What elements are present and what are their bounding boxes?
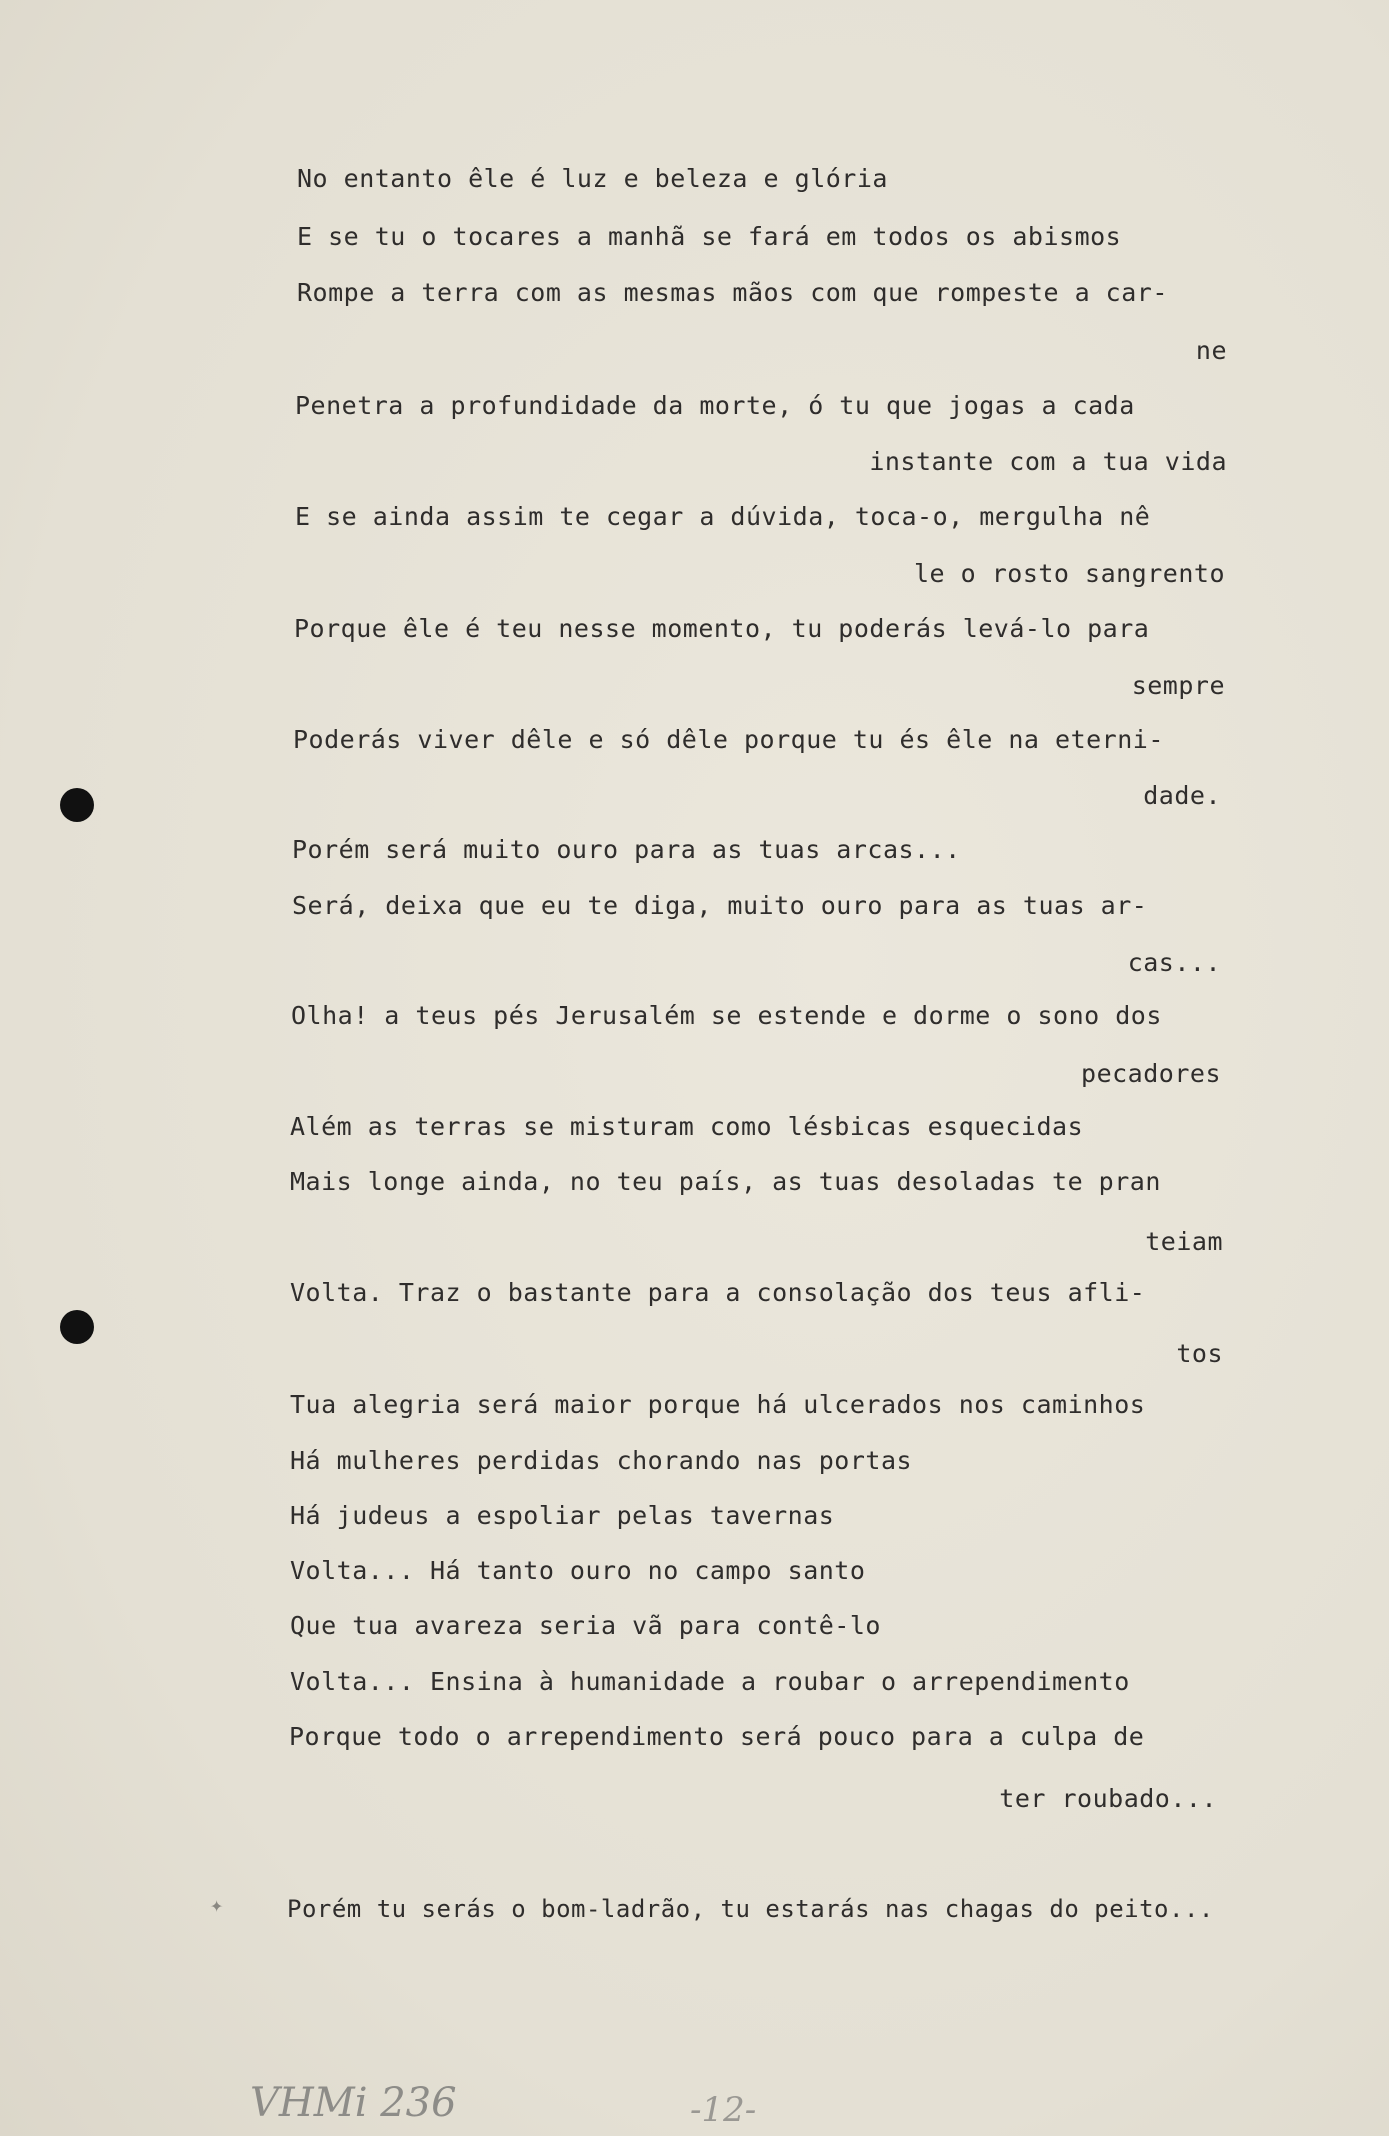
text-line: pecadores — [1081, 1059, 1221, 1088]
text-line: Rompe a terra com as mesmas mãos com que rompeste a car- — [297, 278, 1168, 307]
text-line: E se tu o tocares a manhã se fará em todos os abismos — [297, 222, 1122, 251]
text-line: dade. — [1143, 781, 1221, 810]
page-number: -12- — [690, 2090, 757, 2130]
text-line: tos — [1176, 1339, 1223, 1368]
text-line: Há mulheres perdidas chorando nas portas — [290, 1446, 913, 1475]
text-line: Será, deixa que eu te diga, muito ouro para as tuas ar- — [292, 891, 1148, 920]
text-line: Além as terras se misturam como lésbicas esquecidas — [290, 1112, 1084, 1141]
text-line: Que tua avareza seria vã para contê-lo — [290, 1611, 881, 1640]
punch-hole-top — [60, 788, 94, 822]
text-line: le o rosto sangrento — [913, 559, 1225, 588]
text-line: teiam — [1145, 1227, 1223, 1256]
text-line: Porque todo o arrependimento será pouco para a culpa de — [289, 1722, 1145, 1751]
text-line: E se ainda assim te cegar a dúvida, toca-o, mergulha nê — [295, 502, 1151, 531]
margin-mark: ✦ — [210, 1893, 224, 1918]
text-line: instante com a tua vida — [869, 447, 1227, 476]
text-line: cas... — [1127, 948, 1221, 977]
text-line: Volta... Há tanto ouro no campo santo — [290, 1556, 866, 1585]
text-line: No entanto êle é luz e beleza e glória — [297, 164, 888, 193]
text-line: ne — [1195, 336, 1227, 365]
text-line: Porém tu serás o bom-ladrão, tu estarás nas chagas do peito... — [287, 1895, 1214, 1923]
text-line: Volta... Ensina à humanidade a roubar o arrependimento — [290, 1667, 1130, 1696]
text-line: Mais longe ainda, no teu país, as tuas desoladas te pran — [290, 1167, 1161, 1196]
text-line: Porém será muito ouro para as tuas arcas... — [292, 835, 961, 864]
text-line: Tua alegria será maior porque há ulcerados nos caminhos — [290, 1390, 1146, 1419]
punch-hole-bottom — [60, 1310, 94, 1344]
text-line: Volta. Traz o bastante para a consolação dos teus afli- — [290, 1278, 1146, 1307]
handwritten-annotation: VHMi 236 — [250, 2080, 457, 2126]
text-line: Olha! a teus pés Jerusalém se estende e dorme o sono dos — [291, 1001, 1162, 1030]
text-line: Poderás viver dêle e só dêle porque tu és êle na eterni- — [293, 725, 1164, 754]
text-line: ter roubado... — [999, 1784, 1217, 1813]
text-line: Penetra a profundidade da morte, ó tu que jogas a cada — [295, 391, 1135, 420]
text-line: sempre — [1131, 671, 1225, 700]
text-line: Porque êle é teu nesse momento, tu poderás levá-lo para — [294, 614, 1150, 643]
text-line: Há judeus a espoliar pelas tavernas — [290, 1501, 835, 1530]
